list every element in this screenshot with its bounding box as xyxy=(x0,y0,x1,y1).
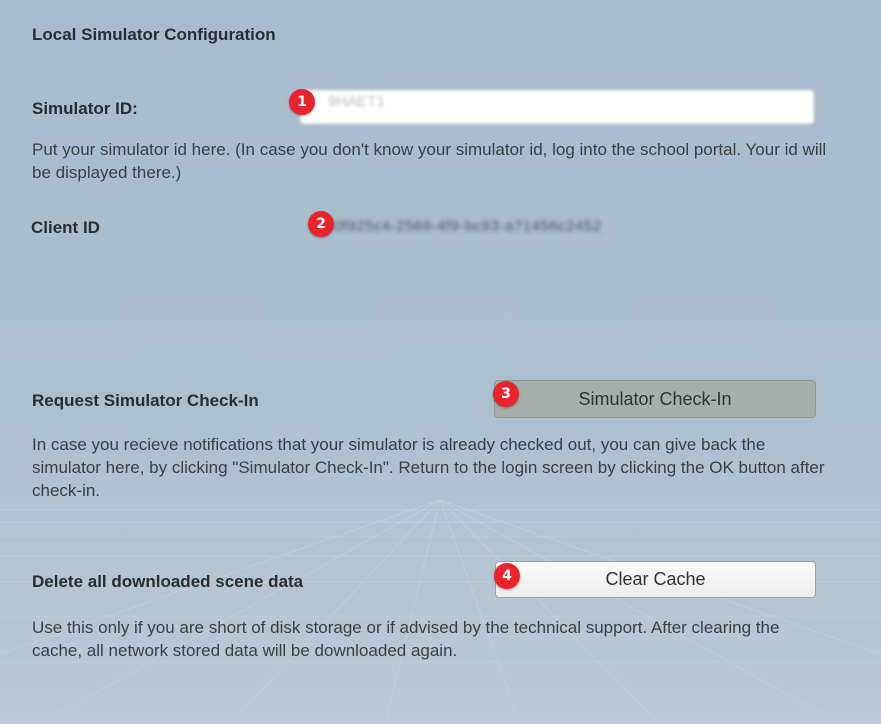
marker-3: 3 xyxy=(493,381,519,407)
marker-1: 1 xyxy=(289,89,315,115)
cache-description: Use this only if you are short of disk storage or if advised by the technical support. After clearing the cache, all network stored data will be downloaded again. xyxy=(32,618,780,660)
simulator-id-label: Simulator ID: xyxy=(32,99,138,118)
marker-4: 4 xyxy=(494,563,520,589)
checkin-description: In case you recieve notifications that your simulator is already checked out, you can give back the simulator here, by clicking "Simulator Check-In". Return to the login screen by clicking the OK button after check-in. xyxy=(32,435,825,500)
checkin-label: Request Simulator Check-In xyxy=(32,391,259,410)
simulator-checkin-button[interactable]: Simulator Check-In xyxy=(494,380,816,418)
clear-cache-button[interactable]: Clear Cache xyxy=(495,561,816,598)
simulator-id-input[interactable]: 9HAET1 xyxy=(299,89,815,125)
client-id-value: 0f925c4-2569-4f9-bc93-a71456c2452 xyxy=(334,218,602,235)
marker-2: 2 xyxy=(308,211,334,237)
page-title: Local Simulator Configuration xyxy=(32,25,276,44)
client-id-label: Client ID xyxy=(31,218,100,237)
cache-label: Delete all downloaded scene data xyxy=(32,572,304,591)
simulator-id-description: Put your simulator id here. (In case you don't know your simulator id, log into the school portal. Your id will be displayed there.) xyxy=(32,140,827,182)
